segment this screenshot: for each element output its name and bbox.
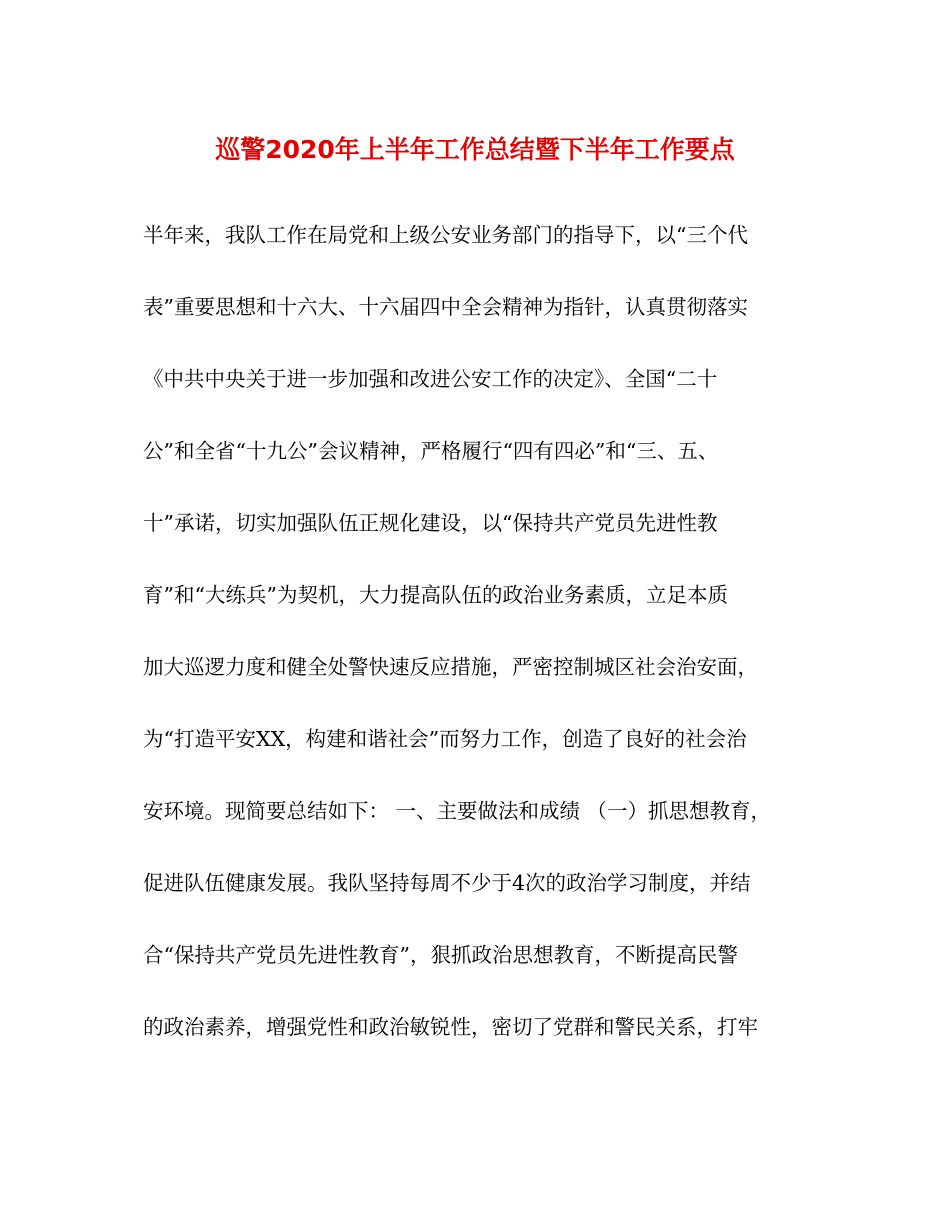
document-title: 巡警2020年上半年工作总结暨下半年工作要点 (215, 135, 735, 164)
body-line: 公”和全省“十九公”会议精神，严格履行“四有四必”和“三、五、 (143, 439, 719, 463)
body-line: 加大巡逻力度和健全处警快速反应措施，严密控制城区社会治安面， (143, 655, 758, 679)
body-line: 合“保持共产党员先进性教育”，狠抓政治思想教育，不断提高民警 (143, 943, 738, 967)
body-line: 为“打造平安XX，构建和谐社会”而努力工作，创造了良好的社会治 (143, 727, 747, 751)
document-body (143, 213, 823, 1077)
body-line: 安环境。现简要总结如下： 一、主要做法和成绩 （一）抓思想教育， (143, 799, 772, 823)
body-line: 育”和“大练兵”为契机，大力提高队伍的政治业务素质，立足本质 (143, 583, 728, 607)
body-line: 表”重要思想和十六大、十六届四中全会精神为指针，认真贯彻落实 (143, 295, 748, 319)
body-line: 《中共中央关于进一步加强和改进公安工作的决定》、全国“二十 (143, 367, 718, 391)
body-line: 十”承诺，切实加强队伍正规化建设，以“保持共产党员先进性教 (143, 511, 718, 535)
body-line: 半年来，我队工作在局党和上级公安业务部门的指导下，以“三个代 (143, 223, 748, 247)
body-line: 促进队伍健康发展。我队坚持每周不少于4次的政治学习制度，并结 (143, 871, 751, 895)
body-line: 的政治素养，增强党性和政治敏锐性，密切了党群和警民关系，打牢 (143, 1015, 758, 1039)
